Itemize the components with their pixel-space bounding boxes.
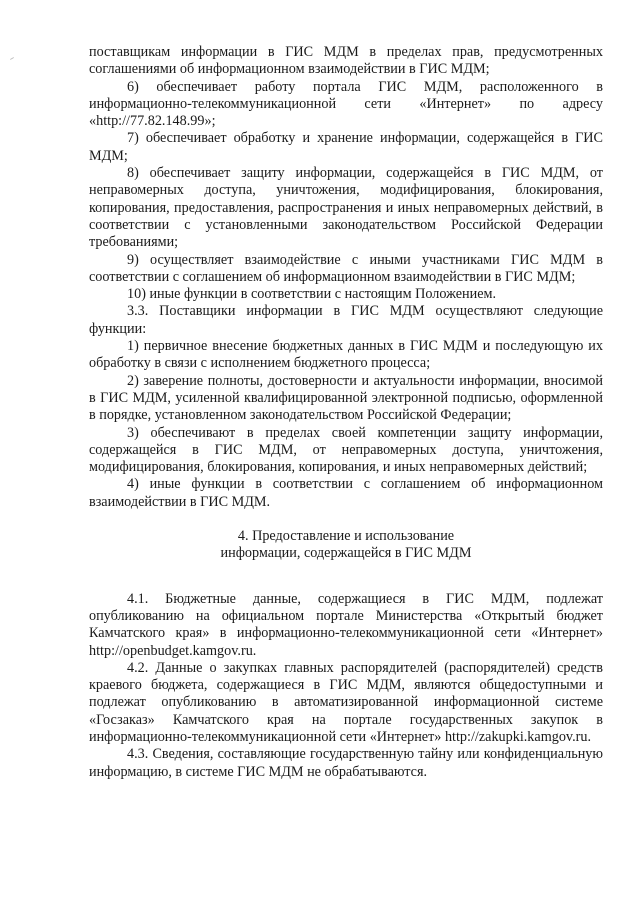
paragraph: 7) обеспечивает обработку и хранение информации, содержащейся в ГИС МДМ; — [89, 130, 603, 164]
section-heading: 4. Предоставление и использование — [237, 528, 455, 545]
section-heading: информации, содержащейся в ГИС МДМ — [220, 545, 472, 562]
paragraph: 9) осуществляет взаимодействие с иными участниками ГИС МДМ в соответствии с соглашением об информационном взаимодействии в ГИС МДМ; — [89, 251, 603, 285]
paragraph: 6) обеспечивает работу портала ГИС МДМ, расположенного в информационно-телекоммуникационной сети «Интернет» по адресу «http://77.82.148.99»; — [89, 78, 603, 130]
paragraph: 10) иные функции в соответствии с настоящим Положением. — [127, 286, 497, 303]
paragraph: 4.1. Бюджетные данные, содержащиеся в ГИС МДМ, подлежат опубликованию на официальном портале Министерства «Открытый бюджет Камчатского края» в информационно-телекоммуникационной сети «Интернет» http://openbudget.kamgov.ru. — [89, 590, 603, 659]
paragraph: 3.3. Поставщики информации в ГИС МДМ осуществляют следующие функции: — [89, 303, 603, 337]
section-spacer — [89, 511, 603, 528]
paragraph: 1) первичное внесение бюджетных данных в ГИС МДМ и последующую их обработку в связи с исполнением бюджетного процесса; — [89, 338, 603, 372]
heading-spacer — [89, 563, 603, 591]
paragraph: 4.2. Данные о закупках главных распорядителей (распорядителей) средств краевого бюджета, содержащиеся в ГИС МДМ, являются общедоступными и подлежат опубликованию в автоматизированной информационной системе «Госзаказ» Камчатского края на портале государственных закупок в информационно-телекоммуникационной сети «Интернет» http://zakupki.kamgov.ru. — [89, 659, 603, 745]
paragraph: 4) иные функции в соответствии с соглашением об информационном взаимодействии в ГИС МДМ. — [89, 476, 603, 510]
paragraph: поставщикам информации в ГИС МДМ в пределах прав, предусмотренных соглашениями об информационном взаимодействии в ГИС МДМ; — [89, 44, 603, 78]
scan-mark — [10, 57, 14, 60]
paragraph: 8) обеспечивает защиту информации, содержащейся в ГИС МДМ, от неправомерных доступа, уничтожения, модифицирования, блокирования, копирования, предоставления, распространения и иных неправомерных действий, в соответствии с установленными законодательством Российской Федерации требованиями; — [89, 165, 603, 251]
paragraph: 3) обеспечивают в пределах своей компетенции защиту информации, содержащейся в ГИС МДМ, от неправомерных доступа, уничтожения, модифицирования, блокирования, копирования, и иных неправомерных действий; — [89, 424, 603, 476]
document-body — [89, 44, 603, 781]
paragraph: 4.3. Сведения, составляющие государственную тайну или конфиденциальную информацию, в системе ГИС МДМ не обрабатываются. — [89, 746, 603, 780]
paragraph: 2) заверение полноты, достоверности и актуальности информации, вносимой в ГИС МДМ, усиленной квалифицированной электронной подписью, оформленной в порядке, установленном законодательством Российской Федерации; — [89, 372, 603, 424]
